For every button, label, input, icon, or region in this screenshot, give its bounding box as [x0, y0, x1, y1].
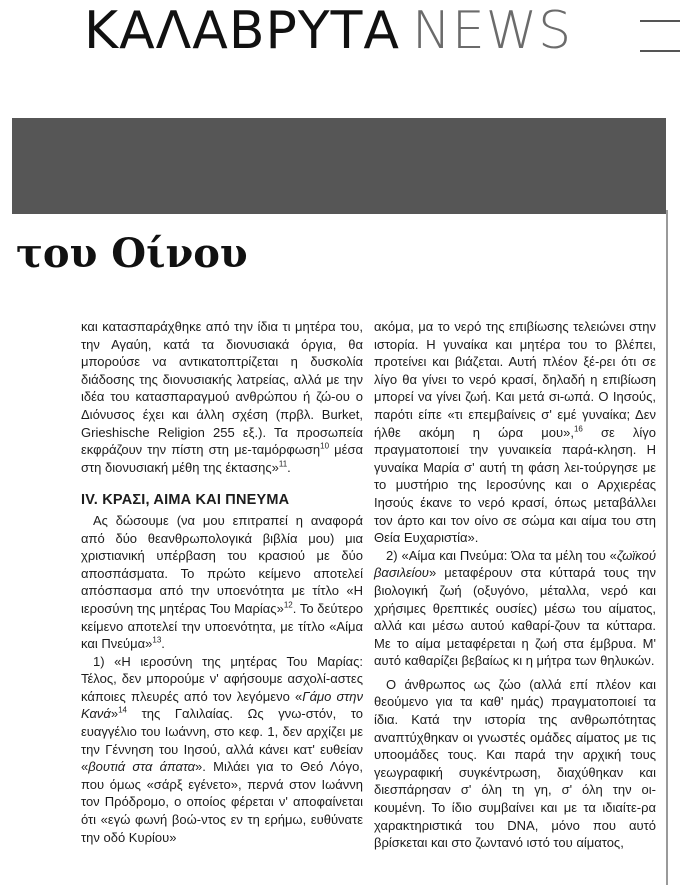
page-gutter — [0, 0, 12, 885]
column-rule — [666, 210, 668, 885]
article-title: του Οίνου — [16, 230, 248, 277]
paragraph: και κατασπαράχθηκε από την ίδια τι μητέρα του, την Αγαύη, κατά τα διονυσιακά όργια, θα μπορούσε να αντικατοπτρίζεται η δυσκολία διάδοσης της διονυσιακής λατρείας, αλλά με την ιδέα του κατασπαραγμού ανθρώπου ή ζώ-ου ο Διόνυσος έχει και άλλη σχέση (πρβλ. Burket, Grieshische Religion 255 εξ.). Τα προσωπεία εκφράζουν την πίστη στη με-ταμόρφωση$^{10}$ μέσα στη διονυσιακή μέθη της έκτασης»$^{11}$. — [81, 319, 363, 475]
paragraph: Ο άνθρωπος ως ζώο (αλλά επί πλέον και θεούμενο για τα καθ' ημάς) πραγματοποιεί τα ίδια. Κατά την ιστορία της ανθρωπότητας αναπτύχθηκαν οι γνωστές ομάδες αίματος με τις υποομάδες τους. Και παρά την αρχική τους γεωγραφική συγκέντρωση, διαχύθηκαν και διεσπάρησαν σ' όλη τη γη, σ' όλη την οι-κουμένη. Το ίδιο συμβαίνει και με τα ιδιαίτε-ρα χαρακτηριστικά του DNA, μόνο που αυτό βρίσκεται και στο ζωντανό ιστό του αίματος, — [374, 676, 656, 851]
section-heading: IV. ΚΡΑΣΙ, ΑΙΜΑ ΚΑΙ ΠΝΕΥΜΑ — [81, 492, 290, 509]
masthead — [84, 0, 644, 62]
right-column — [374, 318, 656, 852]
masthead-brand: ΚΑΛΑΒΡΥΤΑ — [84, 1, 400, 61]
header-band — [12, 118, 666, 214]
masthead-rule-bottom — [640, 50, 680, 52]
paragraph: Ας δώσουμε (να μου επιτραπεί η αναφορά από δύο θεανθρωπολογικά βιβλία μου) μια χριστιανική υπέρβαση του κρασιού με δύο αποσπάσματα. Το πρώτο κείμενο αποτελεί απόσπασμα από την υποενότητα με τίτλο «Η ιεροσύνη της μητέρας Του Μαρίας»$^{12}$. Το δεύτερο κείμενο αποτελεί την υποενότητα, με τίτλο «Αίμα και Πνεύμα»$^{13}$. — [81, 512, 363, 652]
paragraph: ακόμα, μα το νερό της επιβίωσης τελειώνει στην ιστορία. Η γυναίκα και μητέρα του το βλέπει, προτείνει και βιάζεται. Αυτή πλέον ξέ-ρει ότι σε λίγο θα γίνει το νερό κρασί, δηλαδή η επιβίωση μπορεί να γίνει ζωή. Και μετά σι-ωπά. Ο Ιησούς, παρότι είπε «τι επεμβαίνεις σ' εμέ γυναίκα; Δεν ήλθε ακόμη η ώρα μου»,$^{16}$ σε λίγο πραγματοποιεί την γυναικεία παρά-κληση. Η γυναίκα Μαρία σ' αυτή τη φάση λει-τούργησε με το μυστήριο της Ιεροσύνης και ο Αρχιερέας Ιησούς έκανε το νερό κρασί, όπως μεταβάλλει τον άρτο και τον οίνο σε σώμα και αίμα του στη Θεία Ευχαριστία». — [374, 319, 656, 546]
left-column — [81, 318, 363, 846]
masthead-rule-top — [640, 20, 680, 22]
masthead-news: NEWS — [411, 1, 573, 61]
paragraph: 1) «Η ιεροσύνη της μητέρας Του Μαρίας: Τέλος, δεν μπορούμε ν' αφήσουμε ασχολί-αστες κάποιες πλευρές από τον λεγόμενο «Γάμο στην Κανά»$^{14}$ της Γαλιλαίας. Ως γνω-στόν, το ευαγγέλιο του Ιωάννη, στο κεφ. 1, δεν αρχίζει με την Γέννηση του Ιησού, αλλά κάνει κατ' ευθείαν «βουτιά στα άπατα». Μιλάει για το Θεό Λόγο, που όμως «σάρξ εγένετο», περνά στον Ιωάννη τον Πρόδρομο, ο οποίος φέρεται ν' αποφαίνεται ότι «εγώ φωνή βοώ-ντος εν τη ερήμω, ευθύνατε την οδό Κυρίου» — [81, 653, 363, 845]
paragraph: 2) «Αίμα και Πνεύμα: Όλα τα μέλη του «ζωϊκού βασιλείου» μεταφέρουν στα κύτταρά τους την βιολογική ζωή (οξυγόνο, μέταλλα, νερό και χρήσιμες θρεπτικές ουσίες) μέσω του αίματος, αλλά και μέσω αυτού καθαρί-ζουν τα κύτταρα. Με το αίμα μεταφέρεται η ζωή στα έμβρυα. Μ' αυτό καθαρίζει βεβαίως κι η μήτρα των θηλυκών. — [374, 547, 656, 669]
